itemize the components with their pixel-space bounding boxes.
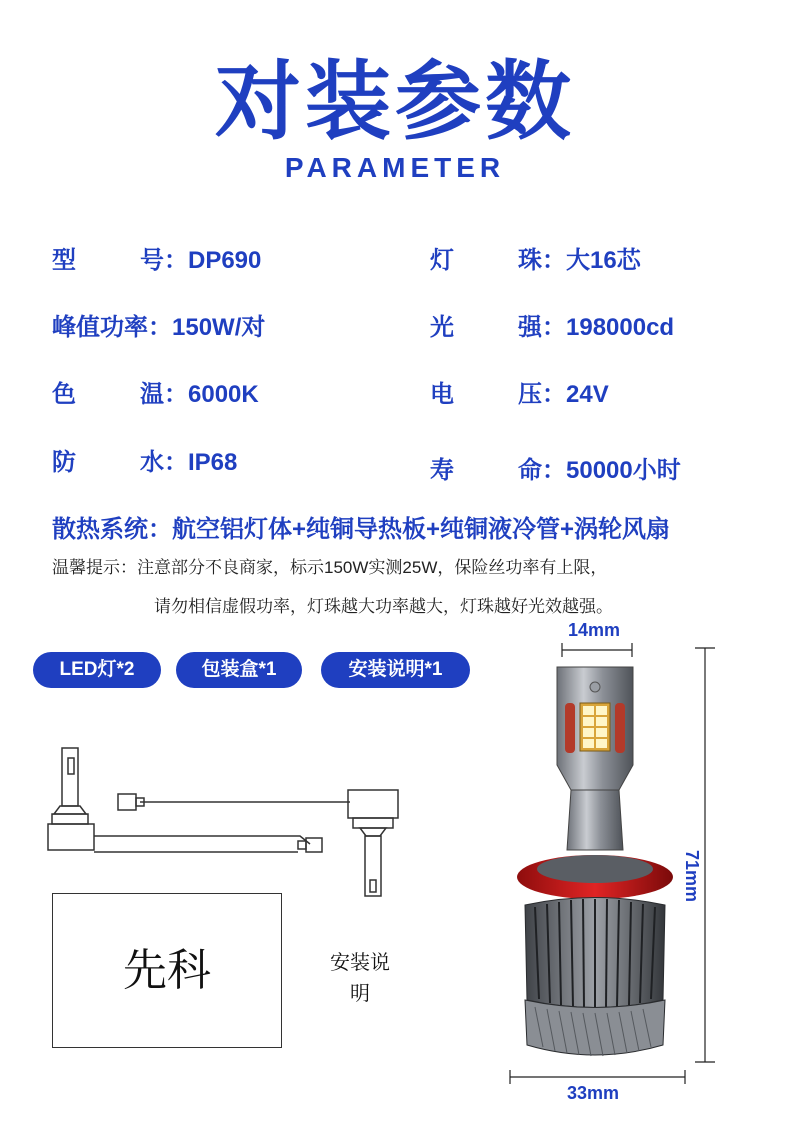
param-lifespan-label: 寿 [430, 457, 454, 484]
dimension-top-label: 14mm [568, 620, 621, 640]
param-voltage-label: 电 [430, 381, 454, 408]
manual-label: 安装说明 [330, 952, 390, 1005]
param-model-label: 型 [52, 247, 76, 274]
param-intensity [430, 307, 674, 342]
led-bulb-illustration [495, 615, 775, 1115]
tip-line-2: 请勿相信虚假功率，灯珠越大功率越大，灯珠越好光效越强。 [154, 597, 613, 616]
package-box-label: 先科 [123, 946, 211, 995]
tip-line-1: 温馨提示：注意部分不良商家，标示150W实测25W，保险丝功率有上限， [52, 558, 608, 577]
param-beads-label: 灯 [430, 247, 454, 274]
page-subtitle: PARAMETER [284, 152, 506, 183]
package-item-led: LED灯*2 [33, 652, 161, 688]
param-color-temp [52, 374, 259, 409]
dimension-height-label: 71mm [682, 850, 702, 903]
param-beads-value: 珠：大16芯 [518, 247, 641, 274]
param-peak-power [52, 307, 265, 342]
param-model-value: 号：DP690 [140, 247, 262, 274]
param-voltage-value: 压：24V [518, 381, 609, 408]
heat-system: 散热系统：航空铝灯体+纯铜导热板+纯铜液冷管+涡轮风扇 [52, 516, 671, 543]
param-intensity-value: 强：198000cd [518, 314, 675, 341]
param-voltage [430, 374, 609, 409]
param-color-temp-label: 色 [52, 381, 76, 408]
package-item-box: 包装盒*1 [176, 652, 302, 688]
param-lifespan [430, 450, 681, 485]
param-waterproof [52, 442, 237, 477]
param-intensity-label: 光 [430, 314, 454, 341]
param-lifespan-value: 命：50000小时 [518, 457, 681, 484]
param-peak-power-value: 峰值功率：150W/对 [52, 314, 266, 341]
page-title: 对装参数 [215, 54, 575, 150]
package-item-manual: 安装说明*1 [321, 652, 470, 688]
left-bulb-stem [62, 748, 78, 806]
param-waterproof-value: 水：IP68 [140, 449, 238, 476]
param-color-temp-value: 温：6000K [140, 381, 259, 408]
param-model [52, 240, 261, 275]
param-beads [430, 240, 641, 275]
param-waterproof-label: 防 [52, 449, 76, 476]
dimension-bottom-label: 33mm [567, 1083, 620, 1103]
